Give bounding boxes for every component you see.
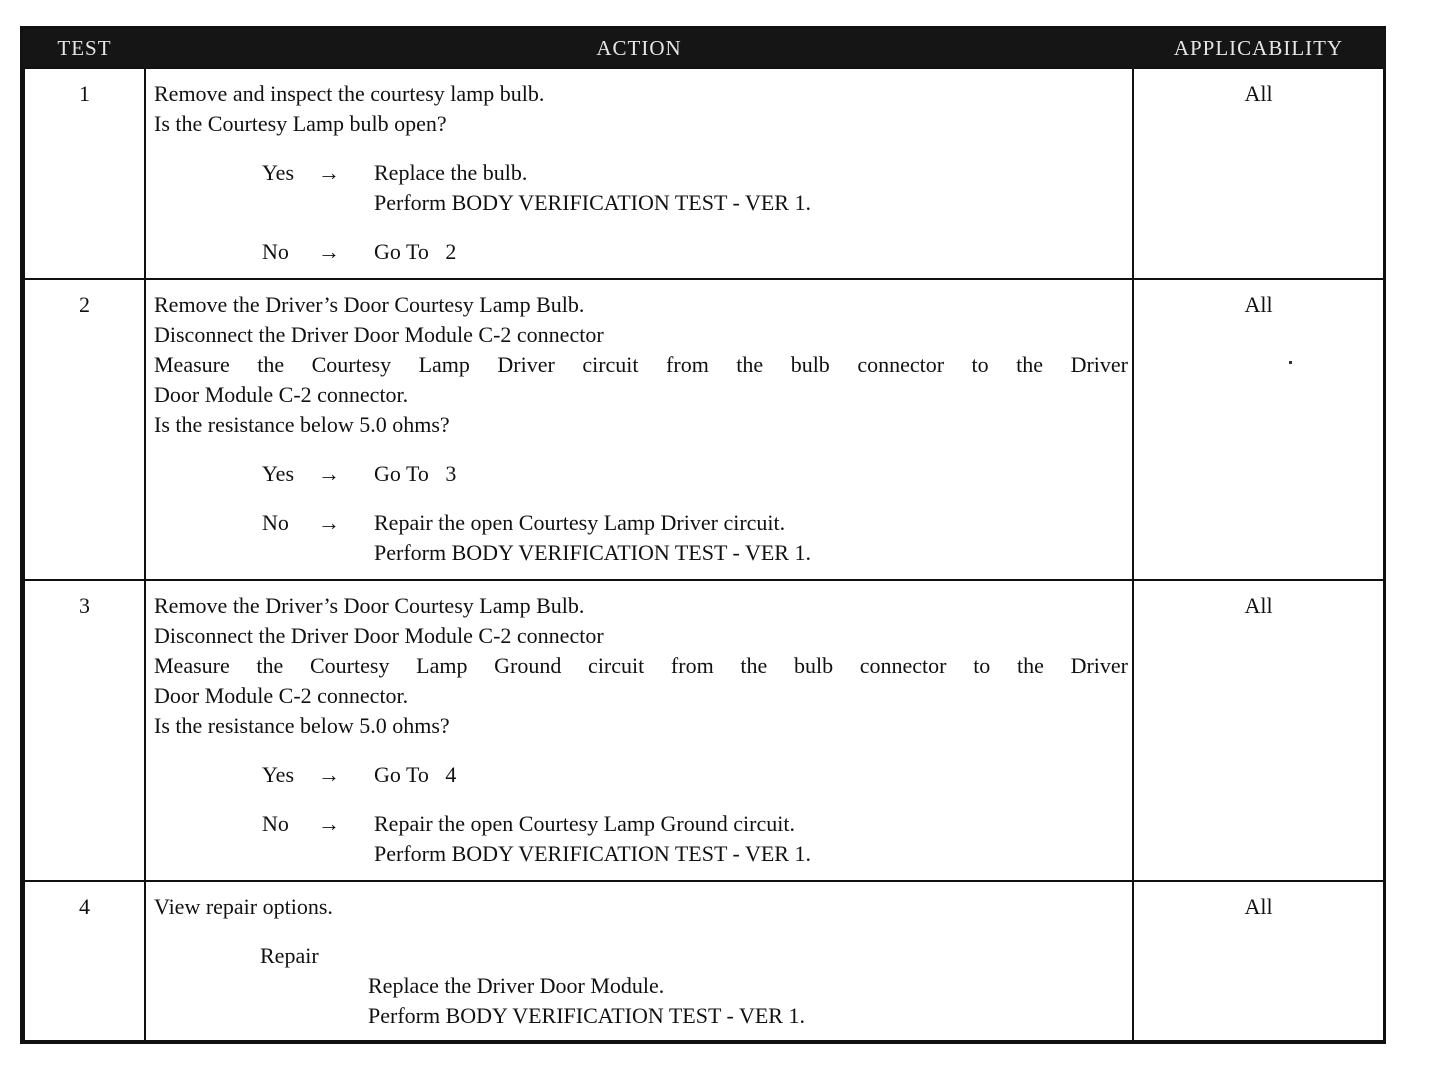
response-line: Go To 4 <box>374 762 457 787</box>
action-line: Is the Courtesy Lamp bulb open? <box>154 111 447 136</box>
no-label: No <box>262 811 289 836</box>
header-action: ACTION <box>145 29 1133 68</box>
yes-response <box>154 459 1128 489</box>
yes-label: Yes <box>262 762 295 787</box>
applicability-value: All <box>1133 68 1384 279</box>
action-cell <box>145 279 1133 580</box>
response-line: Perform BODY VERIFICATION TEST - VER 1. <box>374 841 811 866</box>
repair-label: Repair <box>260 943 319 968</box>
header-row <box>24 29 1384 68</box>
header-applicability: APPLICABILITY <box>1133 29 1384 68</box>
applicability-value: All <box>1133 279 1384 580</box>
action-line: Is the resistance below 5.0 ohms? <box>154 412 450 437</box>
arrow-icon: → <box>318 762 340 787</box>
response-line: Perform BODY VERIFICATION TEST - VER 1. <box>374 540 811 565</box>
header-test: TEST <box>24 29 145 68</box>
test-number: 4 <box>24 881 145 1041</box>
table-row <box>24 279 1384 580</box>
action-cell <box>145 881 1133 1041</box>
yes-response <box>154 158 1128 218</box>
action-line: Door Module C-2 connector. <box>154 683 409 708</box>
arrow-icon: → <box>318 160 340 185</box>
action-line: Is the resistance below 5.0 ohms? <box>154 713 450 738</box>
action-line: Remove the Driver’s Door Courtesy Lamp Bulb. <box>154 292 585 317</box>
applicability-value: All <box>1133 881 1384 1041</box>
action-line: View repair options. <box>154 894 333 919</box>
table-row <box>24 68 1384 279</box>
repair-line: Perform BODY VERIFICATION TEST - VER 1. <box>368 1003 805 1028</box>
response-line: Repair the open Courtesy Lamp Driver circuit. <box>374 510 786 535</box>
response-line: Perform BODY VERIFICATION TEST - VER 1. <box>374 190 811 215</box>
action-line: Measure the Courtesy Lamp Driver circuit from the bulb connector to the Driver <box>154 352 1128 377</box>
arrow-icon: → <box>318 461 340 486</box>
response-line: Repair the open Courtesy Lamp Ground circuit. <box>374 811 795 836</box>
scan-speck <box>1289 361 1292 364</box>
action-line: Disconnect the Driver Door Module C-2 connector <box>154 623 604 648</box>
response-line: Go To 2 <box>374 239 457 264</box>
diagnostic-test-table <box>20 26 1386 1044</box>
arrow-icon: → <box>318 811 340 836</box>
applicability-value: All <box>1133 580 1384 881</box>
arrow-icon: → <box>318 239 340 264</box>
no-response <box>154 508 1128 568</box>
yes-label: Yes <box>262 461 295 486</box>
no-response <box>154 809 1128 869</box>
table-row <box>24 580 1384 881</box>
test-number: 2 <box>24 279 145 580</box>
no-label: No <box>262 239 289 264</box>
action-cell <box>145 68 1133 279</box>
action-line: Remove and inspect the courtesy lamp bulb. <box>154 81 545 106</box>
repair-line: Replace the Driver Door Module. <box>368 973 665 998</box>
yes-label: Yes <box>262 160 295 185</box>
action-cell <box>145 580 1133 881</box>
no-label: No <box>262 510 289 535</box>
arrow-icon: → <box>318 510 340 535</box>
action-line: Remove the Driver’s Door Courtesy Lamp Bulb. <box>154 593 585 618</box>
no-response <box>154 237 1128 267</box>
table-row <box>24 881 1384 1041</box>
test-table <box>23 29 1385 1042</box>
action-line: Disconnect the Driver Door Module C-2 connector <box>154 322 604 347</box>
response-line: Replace the bulb. <box>374 160 528 185</box>
action-line: Measure the Courtesy Lamp Ground circuit from the bulb connector to the Driver <box>154 653 1128 678</box>
yes-response <box>154 760 1128 790</box>
action-line: Door Module C-2 connector. <box>154 382 409 407</box>
test-number: 1 <box>24 68 145 279</box>
response-line: Go To 3 <box>374 461 457 486</box>
test-number: 3 <box>24 580 145 881</box>
